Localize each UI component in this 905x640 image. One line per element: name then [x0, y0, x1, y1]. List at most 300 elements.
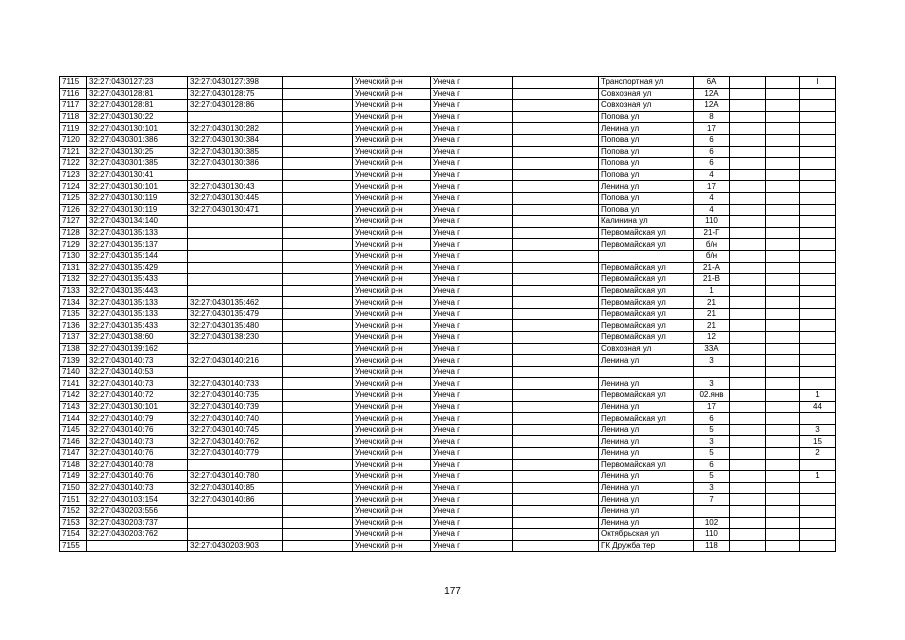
cadastral-number-cell [87, 540, 188, 552]
blank-cell [283, 413, 353, 425]
blank-cell [730, 216, 766, 228]
cadastral-number-cell: 32:27:0430130:119 [87, 192, 188, 204]
street-cell: Ленина ул [599, 424, 694, 436]
blank-cell [730, 308, 766, 320]
table-row [60, 459, 836, 471]
district-cell: Унечский р-н [353, 343, 431, 355]
district-cell: Унечский р-н [353, 308, 431, 320]
table-row [60, 181, 836, 193]
unit-number-cell [800, 250, 836, 262]
row-number-cell: 7144 [60, 413, 87, 425]
street-cell: Ленина ул [599, 471, 694, 483]
blank-cell [513, 192, 599, 204]
table-row [60, 413, 836, 425]
table-row [60, 332, 836, 344]
blank-cell [766, 540, 800, 552]
house-number-cell: 21-А [694, 262, 730, 274]
blank-cell [730, 227, 766, 239]
blank-cell [513, 250, 599, 262]
blank-cell [766, 204, 800, 216]
cadastral-number-cell: 32:27:0430130:101 [87, 401, 188, 413]
row-number-cell: 7133 [60, 285, 87, 297]
table-row [60, 517, 836, 529]
blank-cell [766, 505, 800, 517]
cadastral-number-cell: 32:27:0430135:433 [87, 274, 188, 286]
blank-cell [283, 343, 353, 355]
table-row [60, 100, 836, 112]
related-cadastral-number-cell [188, 505, 283, 517]
related-cadastral-number-cell [188, 343, 283, 355]
table-row [60, 204, 836, 216]
related-cadastral-number-cell: 32:27:0430138:230 [188, 332, 283, 344]
house-number-cell: 110 [694, 529, 730, 541]
district-cell: Унечский р-н [353, 424, 431, 436]
table-row [60, 134, 836, 146]
district-cell: Унечский р-н [353, 540, 431, 552]
cadastral-number-cell: 32:27:0430140:76 [87, 448, 188, 460]
house-number-cell: 4 [694, 204, 730, 216]
street-cell: Ленина ул [599, 123, 694, 135]
row-number-cell: 7134 [60, 297, 87, 309]
blank-cell [730, 100, 766, 112]
blank-cell [513, 216, 599, 228]
cadastral-number-cell: 32:27:0430301:385 [87, 158, 188, 170]
district-cell: Унечский р-н [353, 204, 431, 216]
row-number-cell: 7148 [60, 459, 87, 471]
district-cell: Унечский р-н [353, 216, 431, 228]
cadastral-number-cell: 32:27:0430128:81 [87, 100, 188, 112]
street-cell: Ленина ул [599, 482, 694, 494]
district-cell: Унечский р-н [353, 134, 431, 146]
district-cell: Унечский р-н [353, 494, 431, 506]
blank-cell [766, 123, 800, 135]
related-cadastral-number-cell [188, 274, 283, 286]
unit-number-cell [800, 343, 836, 355]
unit-number-cell [800, 494, 836, 506]
blank-cell [766, 134, 800, 146]
settlement-cell: Унеча г [431, 482, 513, 494]
unit-number-cell [800, 355, 836, 367]
blank-cell [766, 494, 800, 506]
house-number-cell: 12 [694, 332, 730, 344]
blank-cell [730, 436, 766, 448]
blank-cell [283, 390, 353, 402]
blank-cell [730, 494, 766, 506]
table-row [60, 192, 836, 204]
street-cell: ГК Дружба тер [599, 540, 694, 552]
blank-cell [283, 308, 353, 320]
cadastral-number-cell: 32:27:0430135:133 [87, 227, 188, 239]
settlement-cell: Унеча г [431, 517, 513, 529]
table-row [60, 274, 836, 286]
unit-number-cell [800, 134, 836, 146]
settlement-cell: Унеча г [431, 413, 513, 425]
blank-cell [283, 158, 353, 170]
related-cadastral-number-cell: 32:27:0430140:779 [188, 448, 283, 460]
row-number-cell: 7130 [60, 250, 87, 262]
blank-cell [766, 216, 800, 228]
blank-cell [730, 448, 766, 460]
blank-cell [283, 216, 353, 228]
blank-cell [283, 134, 353, 146]
unit-number-cell [800, 158, 836, 170]
related-cadastral-number-cell [188, 517, 283, 529]
row-number-cell: 7138 [60, 343, 87, 355]
unit-number-cell [800, 366, 836, 378]
row-number-cell: 7152 [60, 505, 87, 517]
related-cadastral-number-cell: 32:27:0430130:282 [188, 123, 283, 135]
row-number-cell: 7126 [60, 204, 87, 216]
blank-cell [283, 274, 353, 286]
cadastral-number-cell: 32:27:0430140:79 [87, 413, 188, 425]
table-row [60, 308, 836, 320]
blank-cell [730, 181, 766, 193]
house-number-cell: 33А [694, 343, 730, 355]
district-cell: Унечский р-н [353, 158, 431, 170]
related-cadastral-number-cell [188, 459, 283, 471]
row-number-cell: 7125 [60, 192, 87, 204]
table-row [60, 239, 836, 251]
settlement-cell: Унеча г [431, 192, 513, 204]
related-cadastral-number-cell: 32:27:0430140:86 [188, 494, 283, 506]
blank-cell [513, 320, 599, 332]
unit-number-cell [800, 123, 836, 135]
unit-number-cell [800, 227, 836, 239]
cadastral-number-cell: 32:27:0430135:144 [87, 250, 188, 262]
blank-cell [283, 378, 353, 390]
street-cell: Транспортная ул [599, 77, 694, 89]
row-number-cell: 7131 [60, 262, 87, 274]
settlement-cell: Унеча г [431, 540, 513, 552]
table-row [60, 378, 836, 390]
blank-cell [730, 343, 766, 355]
street-cell: Первомайская ул [599, 459, 694, 471]
blank-cell [730, 123, 766, 135]
unit-number-cell: 15 [800, 436, 836, 448]
settlement-cell: Унеча г [431, 343, 513, 355]
unit-number-cell [800, 181, 836, 193]
row-number-cell: 7150 [60, 482, 87, 494]
row-number-cell: 7120 [60, 134, 87, 146]
unit-number-cell [800, 413, 836, 425]
blank-cell [513, 227, 599, 239]
house-number-cell: 118 [694, 540, 730, 552]
blank-cell [283, 285, 353, 297]
table-row [60, 390, 836, 402]
cadastral-number-cell: 32:27:0430140:73 [87, 378, 188, 390]
settlement-cell: Унеча г [431, 262, 513, 274]
settlement-cell: Унеча г [431, 181, 513, 193]
cadastral-number-cell: 32:27:0430140:73 [87, 436, 188, 448]
blank-cell [766, 146, 800, 158]
cadastral-number-cell: 32:27:0430140:76 [87, 471, 188, 483]
district-cell: Унечский р-н [353, 366, 431, 378]
blank-cell [730, 471, 766, 483]
blank-cell [730, 262, 766, 274]
unit-number-cell [800, 459, 836, 471]
blank-cell [766, 471, 800, 483]
blank-cell [283, 262, 353, 274]
blank-cell [283, 436, 353, 448]
table-row [60, 355, 836, 367]
related-cadastral-number-cell: 32:27:0430140:85 [188, 482, 283, 494]
blank-cell [513, 285, 599, 297]
settlement-cell: Унеча г [431, 285, 513, 297]
blank-cell [513, 308, 599, 320]
street-cell: Первомайская ул [599, 274, 694, 286]
house-number-cell: 6 [694, 413, 730, 425]
blank-cell [283, 123, 353, 135]
blank-cell [730, 320, 766, 332]
blank-cell [283, 459, 353, 471]
blank-cell [730, 332, 766, 344]
unit-number-cell [800, 262, 836, 274]
cadastral-number-cell: 32:27:0430130:119 [87, 204, 188, 216]
related-cadastral-number-cell [188, 169, 283, 181]
table-row [60, 123, 836, 135]
settlement-cell: Унеча г [431, 378, 513, 390]
district-cell: Унечский р-н [353, 262, 431, 274]
settlement-cell: Унеча г [431, 134, 513, 146]
blank-cell [766, 424, 800, 436]
blank-cell [513, 111, 599, 123]
row-number-cell: 7118 [60, 111, 87, 123]
blank-cell [730, 355, 766, 367]
table-row [60, 494, 836, 506]
blank-cell [283, 517, 353, 529]
settlement-cell: Унеча г [431, 459, 513, 471]
related-cadastral-number-cell: 32:27:0430130:471 [188, 204, 283, 216]
blank-cell [730, 413, 766, 425]
related-cadastral-number-cell [188, 529, 283, 541]
district-cell: Унечский р-н [353, 332, 431, 344]
house-number-cell: 17 [694, 123, 730, 135]
blank-cell [766, 320, 800, 332]
house-number-cell: 4 [694, 192, 730, 204]
blank-cell [730, 459, 766, 471]
blank-cell [766, 413, 800, 425]
cadastral-number-cell: 32:27:0430135:133 [87, 308, 188, 320]
blank-cell [766, 88, 800, 100]
row-number-cell: 7141 [60, 378, 87, 390]
related-cadastral-number-cell [188, 111, 283, 123]
blank-cell [513, 158, 599, 170]
cadastral-number-cell: 32:27:0430135:133 [87, 297, 188, 309]
unit-number-cell [800, 274, 836, 286]
blank-cell [766, 390, 800, 402]
street-cell [599, 250, 694, 262]
district-cell: Унечский р-н [353, 181, 431, 193]
settlement-cell: Унеча г [431, 204, 513, 216]
cadastral-number-cell: 32:27:0430140:73 [87, 482, 188, 494]
table-row [60, 448, 836, 460]
street-cell: Первомайская ул [599, 332, 694, 344]
blank-cell [513, 448, 599, 460]
blank-cell [730, 505, 766, 517]
table-row [60, 366, 836, 378]
cadastral-number-cell: 32:27:0430130:41 [87, 169, 188, 181]
blank-cell [766, 401, 800, 413]
row-number-cell: 7115 [60, 77, 87, 89]
house-number-cell: 110 [694, 216, 730, 228]
blank-cell [283, 332, 353, 344]
settlement-cell: Унеча г [431, 100, 513, 112]
street-cell: Совхозная ул [599, 343, 694, 355]
blank-cell [766, 308, 800, 320]
blank-cell [513, 77, 599, 89]
blank-cell [513, 239, 599, 251]
row-number-cell: 7119 [60, 123, 87, 135]
blank-cell [766, 227, 800, 239]
street-cell: Попова ул [599, 158, 694, 170]
settlement-cell: Унеча г [431, 436, 513, 448]
unit-number-cell [800, 100, 836, 112]
blank-cell [283, 448, 353, 460]
blank-cell [283, 169, 353, 181]
blank-cell [766, 459, 800, 471]
house-number-cell: 5 [694, 471, 730, 483]
settlement-cell: Унеча г [431, 111, 513, 123]
house-number-cell: 21-В [694, 274, 730, 286]
settlement-cell: Унеча г [431, 158, 513, 170]
blank-cell [283, 471, 353, 483]
house-number-cell: 6А [694, 77, 730, 89]
blank-cell [513, 482, 599, 494]
blank-cell [766, 169, 800, 181]
blank-cell [283, 181, 353, 193]
table-row [60, 77, 836, 89]
unit-number-cell [800, 482, 836, 494]
house-number-cell: 6 [694, 158, 730, 170]
blank-cell [283, 192, 353, 204]
row-number-cell: 7154 [60, 529, 87, 541]
unit-number-cell [800, 332, 836, 344]
related-cadastral-number-cell [188, 216, 283, 228]
related-cadastral-number-cell: 32:27:0430140:733 [188, 378, 283, 390]
blank-cell [730, 366, 766, 378]
unit-number-cell [800, 505, 836, 517]
house-number-cell: 6 [694, 146, 730, 158]
blank-cell [730, 529, 766, 541]
table-row [60, 436, 836, 448]
settlement-cell: Унеча г [431, 332, 513, 344]
blank-cell [513, 459, 599, 471]
unit-number-cell: I [800, 77, 836, 89]
blank-cell [283, 227, 353, 239]
blank-cell [730, 204, 766, 216]
blank-cell [730, 401, 766, 413]
blank-cell [766, 158, 800, 170]
row-number-cell: 7129 [60, 239, 87, 251]
settlement-cell: Унеча г [431, 297, 513, 309]
cadastral-number-cell: 32:27:0430203:556 [87, 505, 188, 517]
blank-cell [513, 494, 599, 506]
table-row [60, 216, 836, 228]
district-cell: Унечский р-н [353, 471, 431, 483]
blank-cell [730, 540, 766, 552]
blank-cell [283, 540, 353, 552]
unit-number-cell [800, 308, 836, 320]
house-number-cell: 6 [694, 134, 730, 146]
street-cell: Октябрьская ул [599, 529, 694, 541]
house-number-cell: 17 [694, 401, 730, 413]
row-number-cell: 7155 [60, 540, 87, 552]
row-number-cell: 7135 [60, 308, 87, 320]
district-cell: Унечский р-н [353, 482, 431, 494]
blank-cell [730, 517, 766, 529]
house-number-cell: 4 [694, 169, 730, 181]
blank-cell [283, 529, 353, 541]
street-cell: Калинина ул [599, 216, 694, 228]
blank-cell [513, 146, 599, 158]
street-cell: Первомайская ул [599, 285, 694, 297]
cadastral-number-cell: 32:27:0430301:386 [87, 134, 188, 146]
settlement-cell: Унеча г [431, 169, 513, 181]
unit-number-cell [800, 239, 836, 251]
settlement-cell: Унеча г [431, 320, 513, 332]
blank-cell [730, 169, 766, 181]
street-cell: Ленина ул [599, 401, 694, 413]
house-number-cell: 3 [694, 436, 730, 448]
cadastral-number-cell: 32:27:0430203:762 [87, 529, 188, 541]
blank-cell [513, 204, 599, 216]
blank-cell [730, 77, 766, 89]
blank-cell [283, 401, 353, 413]
blank-cell [513, 401, 599, 413]
related-cadastral-number-cell [188, 262, 283, 274]
unit-number-cell: 2 [800, 448, 836, 460]
row-number-cell: 7127 [60, 216, 87, 228]
blank-cell [283, 424, 353, 436]
blank-cell [513, 88, 599, 100]
district-cell: Унечский р-н [353, 111, 431, 123]
row-number-cell: 7151 [60, 494, 87, 506]
related-cadastral-number-cell: 32:27:0430140:739 [188, 401, 283, 413]
unit-number-cell [800, 285, 836, 297]
table-row [60, 482, 836, 494]
district-cell: Унечский р-н [353, 378, 431, 390]
blank-cell [283, 146, 353, 158]
blank-cell [513, 355, 599, 367]
district-cell: Унечский р-н [353, 77, 431, 89]
table-row [60, 285, 836, 297]
house-number-cell: б/н [694, 239, 730, 251]
settlement-cell: Унеча г [431, 366, 513, 378]
street-cell: Первомайская ул [599, 390, 694, 402]
unit-number-cell: 1 [800, 390, 836, 402]
related-cadastral-number-cell: 32:27:0430135:462 [188, 297, 283, 309]
street-cell: Попова ул [599, 192, 694, 204]
blank-cell [766, 366, 800, 378]
blank-cell [730, 239, 766, 251]
settlement-cell: Унеча г [431, 448, 513, 460]
cadastral-number-cell: 32:27:0430139:162 [87, 343, 188, 355]
cadastral-number-cell: 32:27:0430134:140 [87, 216, 188, 228]
table-row [60, 88, 836, 100]
house-number-cell: 5 [694, 424, 730, 436]
district-cell: Унечский р-н [353, 192, 431, 204]
street-cell: Совхозная ул [599, 100, 694, 112]
row-number-cell: 7121 [60, 146, 87, 158]
row-number-cell: 7124 [60, 181, 87, 193]
related-cadastral-number-cell: 32:27:0430140:216 [188, 355, 283, 367]
blank-cell [766, 355, 800, 367]
house-number-cell: 02.янв [694, 390, 730, 402]
blank-cell [766, 517, 800, 529]
related-cadastral-number-cell: 32:27:0430130:445 [188, 192, 283, 204]
street-cell: Первомайская ул [599, 413, 694, 425]
blank-cell [766, 100, 800, 112]
